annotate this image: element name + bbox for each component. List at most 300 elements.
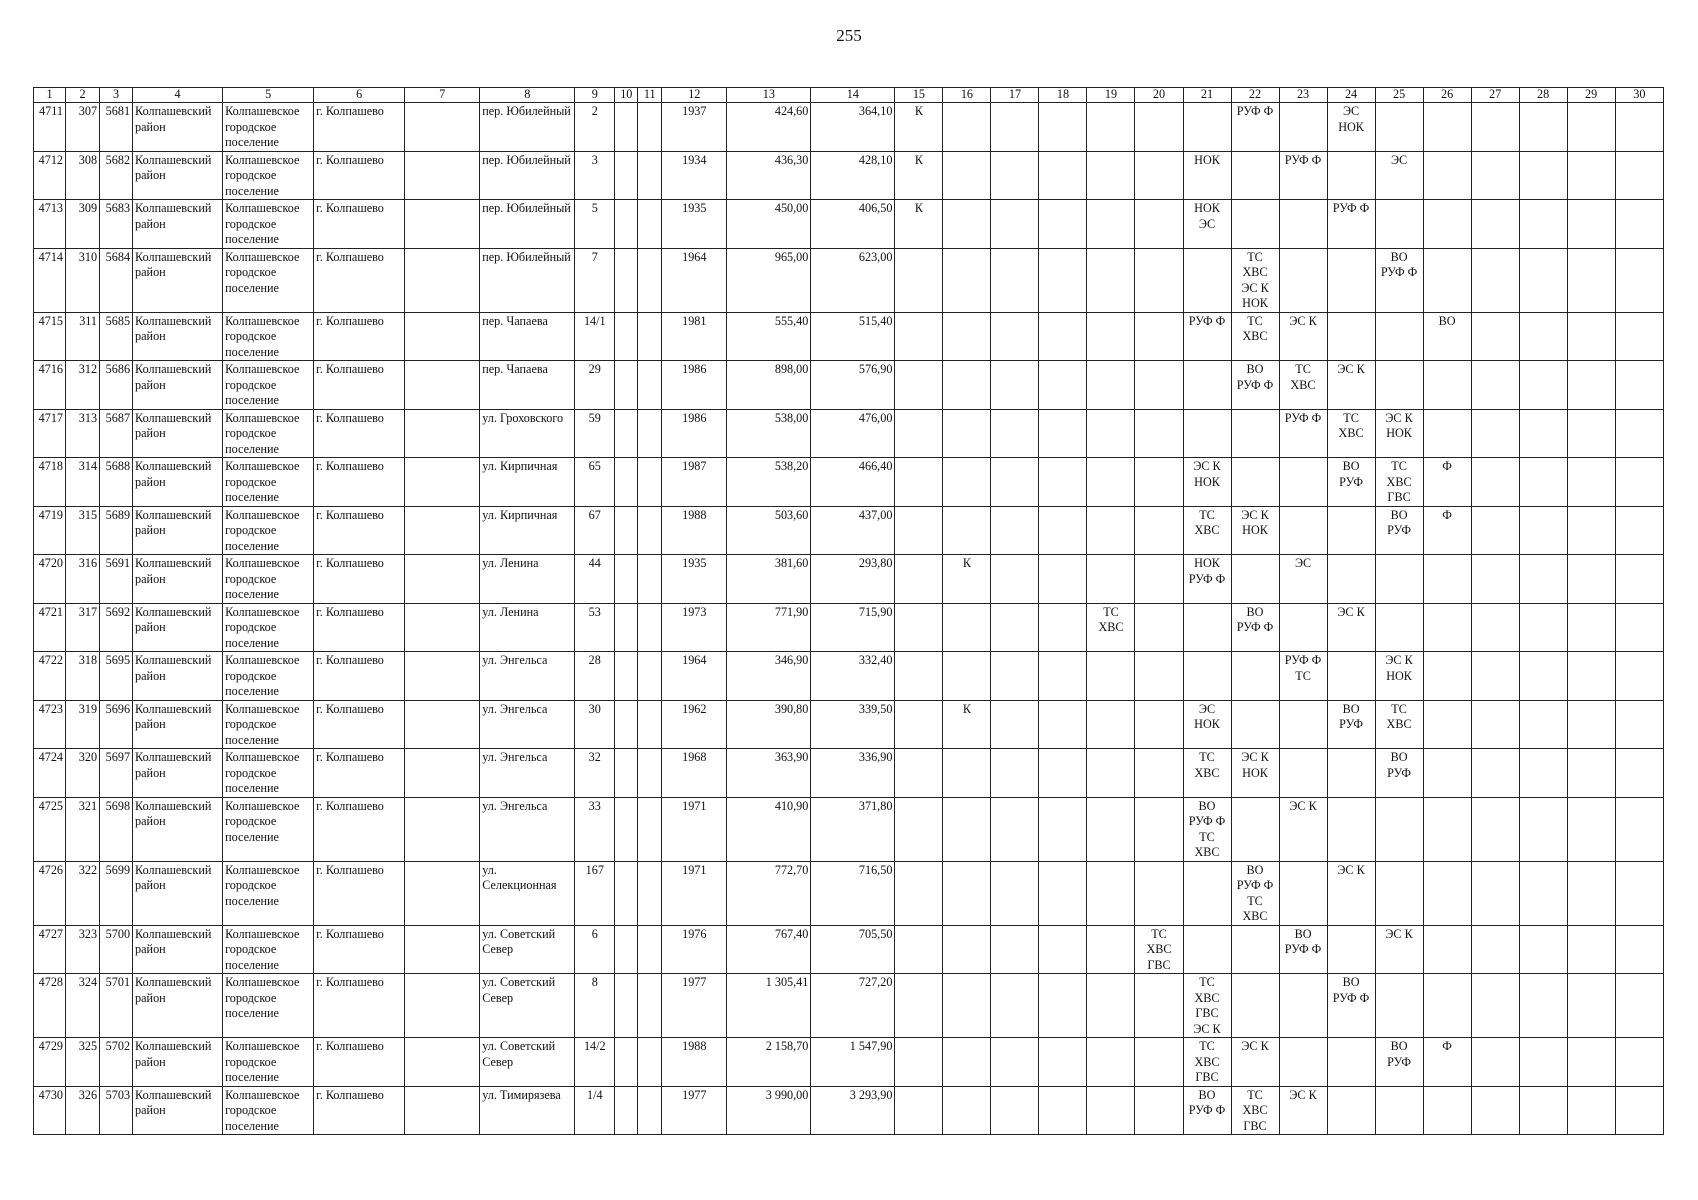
cell-col-9: 29: [575, 361, 615, 410]
cell-col-17: [991, 700, 1039, 749]
cell-col-10: [615, 1086, 638, 1135]
cell-col-20: [1135, 458, 1183, 507]
cell-col-24: ВО РУФ: [1327, 458, 1375, 507]
cell-col-23: РУФ Ф: [1279, 151, 1327, 200]
cell-col-25: [1375, 797, 1423, 861]
cell-col-30: [1615, 797, 1663, 861]
cell-col-16: [943, 312, 991, 361]
cell-col-29: [1567, 506, 1615, 555]
cell-col-22: ЭС К НОК: [1231, 749, 1279, 798]
cell-col-25: ВО РУФ: [1375, 506, 1423, 555]
cell-col-17: [991, 361, 1039, 410]
cell-col-20: [1135, 652, 1183, 701]
cell-col-7: [405, 925, 480, 974]
cell-col-1: 4720: [34, 555, 66, 604]
cell-col-8: пер. Чапаева: [480, 312, 575, 361]
cell-col-9: 65: [575, 458, 615, 507]
cell-col-21: ЭС НОК: [1183, 700, 1231, 749]
cell-col-12: 1977: [662, 974, 727, 1038]
cell-col-2: 323: [66, 925, 100, 974]
cell-col-17: [991, 506, 1039, 555]
column-header-12: 12: [662, 88, 727, 103]
cell-col-19: [1087, 974, 1135, 1038]
cell-col-23: [1279, 1038, 1327, 1087]
cell-col-12: 1962: [662, 700, 727, 749]
cell-col-14: 437,00: [811, 506, 895, 555]
cell-col-19: [1087, 700, 1135, 749]
cell-col-9: 2: [575, 103, 615, 152]
cell-col-18: [1039, 458, 1087, 507]
cell-col-4: Колпашевский район: [133, 861, 223, 925]
cell-col-25: [1375, 1086, 1423, 1135]
cell-col-7: [405, 1086, 480, 1135]
cell-col-1: 4718: [34, 458, 66, 507]
cell-col-11: [638, 603, 662, 652]
cell-col-23: [1279, 458, 1327, 507]
cell-col-25: [1375, 312, 1423, 361]
cell-col-10: [615, 458, 638, 507]
cell-col-24: РУФ Ф: [1327, 200, 1375, 249]
cell-col-27: [1471, 974, 1519, 1038]
cell-col-28: [1519, 200, 1567, 249]
cell-col-29: [1567, 103, 1615, 152]
cell-col-5: Колпашевское городское поселение: [223, 749, 314, 798]
cell-col-19: [1087, 749, 1135, 798]
cell-col-28: [1519, 797, 1567, 861]
cell-col-8: ул. Советский Север: [480, 925, 575, 974]
cell-col-4: Колпашевский район: [133, 506, 223, 555]
cell-col-3: 5698: [100, 797, 133, 861]
cell-col-14: 336,90: [811, 749, 895, 798]
cell-col-11: [638, 506, 662, 555]
cell-col-2: 326: [66, 1086, 100, 1135]
cell-col-16: [943, 749, 991, 798]
cell-col-3: 5688: [100, 458, 133, 507]
cell-col-7: [405, 361, 480, 410]
cell-col-16: [943, 1086, 991, 1135]
table-row: [34, 797, 1664, 861]
cell-col-12: 1971: [662, 797, 727, 861]
table-row: [34, 861, 1664, 925]
cell-col-1: 4730: [34, 1086, 66, 1135]
cell-col-7: [405, 749, 480, 798]
cell-col-5: Колпашевское городское поселение: [223, 200, 314, 249]
cell-col-15: [895, 603, 943, 652]
cell-col-23: [1279, 248, 1327, 312]
cell-col-18: [1039, 974, 1087, 1038]
cell-col-12: 1981: [662, 312, 727, 361]
cell-col-29: [1567, 700, 1615, 749]
cell-col-22: ТС ХВС: [1231, 312, 1279, 361]
cell-col-17: [991, 749, 1039, 798]
column-header-27: 27: [1471, 88, 1519, 103]
cell-col-2: 324: [66, 974, 100, 1038]
cell-col-12: 1988: [662, 1038, 727, 1087]
cell-col-28: [1519, 555, 1567, 604]
table-row: [34, 409, 1664, 458]
cell-col-7: [405, 700, 480, 749]
cell-col-11: [638, 925, 662, 974]
cell-col-2: 322: [66, 861, 100, 925]
cell-col-4: Колпашевский район: [133, 361, 223, 410]
cell-col-1: 4726: [34, 861, 66, 925]
column-header-18: 18: [1039, 88, 1087, 103]
cell-col-22: ТС ХВС ГВС: [1231, 1086, 1279, 1135]
cell-col-29: [1567, 458, 1615, 507]
cell-col-19: [1087, 103, 1135, 152]
cell-col-25: ТС ХВС ГВС: [1375, 458, 1423, 507]
cell-col-11: [638, 200, 662, 249]
cell-col-25: ВО РУФ Ф: [1375, 248, 1423, 312]
cell-col-7: [405, 409, 480, 458]
cell-col-14: 406,50: [811, 200, 895, 249]
cell-col-10: [615, 248, 638, 312]
cell-col-26: [1423, 361, 1471, 410]
cell-col-29: [1567, 200, 1615, 249]
cell-col-24: [1327, 312, 1375, 361]
cell-col-5: Колпашевское городское поселение: [223, 103, 314, 152]
cell-col-11: [638, 248, 662, 312]
cell-col-5: Колпашевское городское поселение: [223, 925, 314, 974]
cell-col-6: г. Колпашево: [314, 652, 405, 701]
cell-col-17: [991, 151, 1039, 200]
cell-col-26: [1423, 797, 1471, 861]
cell-col-5: Колпашевское городское поселение: [223, 1038, 314, 1087]
cell-col-1: 4722: [34, 652, 66, 701]
cell-col-12: 1934: [662, 151, 727, 200]
cell-col-28: [1519, 749, 1567, 798]
cell-col-4: Колпашевский район: [133, 409, 223, 458]
cell-col-5: Колпашевское городское поселение: [223, 458, 314, 507]
cell-col-17: [991, 861, 1039, 925]
column-header-16: 16: [943, 88, 991, 103]
cell-col-16: [943, 603, 991, 652]
cell-col-7: [405, 151, 480, 200]
cell-col-19: [1087, 555, 1135, 604]
cell-col-25: [1375, 361, 1423, 410]
cell-col-8: ул. Кирпичная: [480, 506, 575, 555]
cell-col-3: 5701: [100, 974, 133, 1038]
cell-col-18: [1039, 603, 1087, 652]
cell-col-14: 364,10: [811, 103, 895, 152]
cell-col-30: [1615, 749, 1663, 798]
cell-col-18: [1039, 555, 1087, 604]
table-row: [34, 361, 1664, 410]
cell-col-6: г. Колпашево: [314, 248, 405, 312]
cell-col-22: [1231, 200, 1279, 249]
cell-col-28: [1519, 248, 1567, 312]
cell-col-20: ТС ХВС ГВС: [1135, 925, 1183, 974]
cell-col-2: 310: [66, 248, 100, 312]
cell-col-20: [1135, 361, 1183, 410]
cell-col-15: [895, 312, 943, 361]
cell-col-18: [1039, 652, 1087, 701]
cell-col-24: [1327, 749, 1375, 798]
cell-col-6: г. Колпашево: [314, 103, 405, 152]
table-row: [34, 749, 1664, 798]
cell-col-2: 321: [66, 797, 100, 861]
cell-col-21: [1183, 652, 1231, 701]
cell-col-11: [638, 103, 662, 152]
cell-col-24: [1327, 797, 1375, 861]
cell-col-4: Колпашевский район: [133, 925, 223, 974]
cell-col-19: [1087, 151, 1135, 200]
cell-col-5: Колпашевское городское поселение: [223, 312, 314, 361]
cell-col-11: [638, 652, 662, 701]
cell-col-12: 1976: [662, 925, 727, 974]
cell-col-21: НОК ЭС: [1183, 200, 1231, 249]
cell-col-25: ЭС К НОК: [1375, 652, 1423, 701]
cell-col-12: 1973: [662, 603, 727, 652]
table-row: [34, 506, 1664, 555]
housing-register-table: [33, 87, 1664, 1135]
cell-col-15: [895, 974, 943, 1038]
cell-col-10: [615, 797, 638, 861]
cell-col-30: [1615, 409, 1663, 458]
cell-col-30: [1615, 925, 1663, 974]
cell-col-14: 339,50: [811, 700, 895, 749]
cell-col-2: 314: [66, 458, 100, 507]
cell-col-14: 428,10: [811, 151, 895, 200]
column-header-30: 30: [1615, 88, 1663, 103]
cell-col-8: ул. Тимирязева: [480, 1086, 575, 1135]
cell-col-27: [1471, 151, 1519, 200]
cell-col-13: 3 990,00: [727, 1086, 811, 1135]
cell-col-25: [1375, 103, 1423, 152]
cell-col-14: 1 547,90: [811, 1038, 895, 1087]
cell-col-8: пер. Юбилейный: [480, 248, 575, 312]
cell-col-10: [615, 151, 638, 200]
cell-col-29: [1567, 749, 1615, 798]
cell-col-4: Колпашевский район: [133, 103, 223, 152]
cell-col-9: 6: [575, 925, 615, 974]
cell-col-25: [1375, 200, 1423, 249]
cell-col-12: 1935: [662, 200, 727, 249]
cell-col-1: 4728: [34, 974, 66, 1038]
table-row: [34, 925, 1664, 974]
cell-col-3: 5684: [100, 248, 133, 312]
cell-col-9: 30: [575, 700, 615, 749]
cell-col-21: [1183, 409, 1231, 458]
cell-col-13: 363,90: [727, 749, 811, 798]
cell-col-27: [1471, 1086, 1519, 1135]
cell-col-8: ул. Советский Север: [480, 974, 575, 1038]
cell-col-16: [943, 925, 991, 974]
cell-col-26: Ф: [1423, 458, 1471, 507]
cell-col-10: [615, 652, 638, 701]
cell-col-3: 5683: [100, 200, 133, 249]
cell-col-15: К: [895, 151, 943, 200]
cell-col-24: ТС ХВС: [1327, 409, 1375, 458]
cell-col-6: г. Колпашево: [314, 700, 405, 749]
cell-col-17: [991, 974, 1039, 1038]
cell-col-25: ВО РУФ: [1375, 749, 1423, 798]
cell-col-7: [405, 797, 480, 861]
cell-col-10: [615, 103, 638, 152]
cell-col-4: Колпашевский район: [133, 248, 223, 312]
cell-col-20: [1135, 151, 1183, 200]
cell-col-28: [1519, 603, 1567, 652]
cell-col-27: [1471, 555, 1519, 604]
cell-col-10: [615, 1038, 638, 1087]
cell-col-6: г. Колпашево: [314, 361, 405, 410]
cell-col-30: [1615, 652, 1663, 701]
cell-col-29: [1567, 861, 1615, 925]
cell-col-24: [1327, 1086, 1375, 1135]
cell-col-12: 1986: [662, 361, 727, 410]
cell-col-27: [1471, 409, 1519, 458]
cell-col-29: [1567, 1038, 1615, 1087]
cell-col-3: 5703: [100, 1086, 133, 1135]
cell-col-15: [895, 652, 943, 701]
cell-col-1: 4719: [34, 506, 66, 555]
cell-col-17: [991, 603, 1039, 652]
cell-col-22: [1231, 555, 1279, 604]
cell-col-20: [1135, 555, 1183, 604]
table-row: [34, 974, 1664, 1038]
cell-col-30: [1615, 1086, 1663, 1135]
cell-col-7: [405, 555, 480, 604]
cell-col-23: РУФ Ф ТС: [1279, 652, 1327, 701]
cell-col-9: 32: [575, 749, 615, 798]
cell-col-19: ТС ХВС: [1087, 603, 1135, 652]
cell-col-13: 555,40: [727, 312, 811, 361]
cell-col-19: [1087, 652, 1135, 701]
cell-col-1: 4716: [34, 361, 66, 410]
cell-col-11: [638, 749, 662, 798]
cell-col-23: ВО РУФ Ф: [1279, 925, 1327, 974]
cell-col-15: [895, 409, 943, 458]
cell-col-24: [1327, 925, 1375, 974]
cell-col-30: [1615, 700, 1663, 749]
cell-col-19: [1087, 458, 1135, 507]
cell-col-16: К: [943, 700, 991, 749]
cell-col-20: [1135, 861, 1183, 925]
cell-col-22: ВО РУФ Ф: [1231, 603, 1279, 652]
column-number-header: [34, 88, 1664, 103]
column-header-21: 21: [1183, 88, 1231, 103]
cell-col-6: г. Колпашево: [314, 749, 405, 798]
cell-col-3: 5685: [100, 312, 133, 361]
cell-col-29: [1567, 555, 1615, 604]
cell-col-23: [1279, 749, 1327, 798]
cell-col-15: [895, 555, 943, 604]
cell-col-13: 410,90: [727, 797, 811, 861]
cell-col-22: [1231, 925, 1279, 974]
cell-col-29: [1567, 409, 1615, 458]
cell-col-6: г. Колпашево: [314, 200, 405, 249]
cell-col-18: [1039, 409, 1087, 458]
cell-col-22: [1231, 652, 1279, 701]
cell-col-14: 466,40: [811, 458, 895, 507]
cell-col-4: Колпашевский район: [133, 603, 223, 652]
cell-col-1: 4729: [34, 1038, 66, 1087]
cell-col-22: ТС ХВС ЭС К НОК: [1231, 248, 1279, 312]
cell-col-17: [991, 312, 1039, 361]
cell-col-30: [1615, 361, 1663, 410]
cell-col-21: [1183, 861, 1231, 925]
cell-col-15: К: [895, 103, 943, 152]
cell-col-15: [895, 1038, 943, 1087]
cell-col-9: 1/4: [575, 1086, 615, 1135]
cell-col-3: 5695: [100, 652, 133, 701]
cell-col-15: [895, 797, 943, 861]
cell-col-26: [1423, 749, 1471, 798]
cell-col-14: 476,00: [811, 409, 895, 458]
cell-col-9: 67: [575, 506, 615, 555]
cell-col-20: [1135, 506, 1183, 555]
cell-col-15: [895, 248, 943, 312]
cell-col-11: [638, 361, 662, 410]
cell-col-19: [1087, 506, 1135, 555]
column-header-6: 6: [314, 88, 405, 103]
cell-col-7: [405, 974, 480, 1038]
cell-col-20: [1135, 409, 1183, 458]
cell-col-21: [1183, 603, 1231, 652]
cell-col-30: [1615, 1038, 1663, 1087]
cell-col-3: 5696: [100, 700, 133, 749]
cell-col-12: 1935: [662, 555, 727, 604]
cell-col-21: [1183, 103, 1231, 152]
cell-col-5: Колпашевское городское поселение: [223, 652, 314, 701]
cell-col-26: [1423, 925, 1471, 974]
cell-col-26: [1423, 151, 1471, 200]
cell-col-12: 1964: [662, 248, 727, 312]
cell-col-18: [1039, 361, 1087, 410]
cell-col-5: Колпашевское городское поселение: [223, 151, 314, 200]
cell-col-21: [1183, 361, 1231, 410]
cell-col-6: г. Колпашево: [314, 797, 405, 861]
cell-col-10: [615, 409, 638, 458]
table-row: [34, 603, 1664, 652]
cell-col-28: [1519, 700, 1567, 749]
cell-col-21: ТС ХВС ГВС: [1183, 1038, 1231, 1087]
cell-col-27: [1471, 1038, 1519, 1087]
cell-col-26: [1423, 974, 1471, 1038]
cell-col-18: [1039, 248, 1087, 312]
cell-col-5: Колпашевское городское поселение: [223, 555, 314, 604]
cell-col-13: 390,80: [727, 700, 811, 749]
cell-col-18: [1039, 700, 1087, 749]
cell-col-1: 4721: [34, 603, 66, 652]
cell-col-25: [1375, 974, 1423, 1038]
cell-col-1: 4717: [34, 409, 66, 458]
cell-col-27: [1471, 861, 1519, 925]
table-row: [34, 700, 1664, 749]
cell-col-22: ВО РУФ Ф ТС ХВС: [1231, 861, 1279, 925]
cell-col-30: [1615, 861, 1663, 925]
cell-col-6: г. Колпашево: [314, 974, 405, 1038]
table-row: [34, 200, 1664, 249]
cell-col-28: [1519, 652, 1567, 701]
cell-col-17: [991, 248, 1039, 312]
cell-col-8: пер. Чапаева: [480, 361, 575, 410]
cell-col-25: ЭС К НОК: [1375, 409, 1423, 458]
cell-col-24: ЭС К: [1327, 861, 1375, 925]
cell-col-29: [1567, 312, 1615, 361]
cell-col-24: [1327, 248, 1375, 312]
cell-col-3: 5689: [100, 506, 133, 555]
cell-col-18: [1039, 151, 1087, 200]
cell-col-8: ул. Энгельса: [480, 652, 575, 701]
cell-col-30: [1615, 151, 1663, 200]
cell-col-27: [1471, 749, 1519, 798]
table-row: [34, 652, 1664, 701]
cell-col-15: [895, 700, 943, 749]
cell-col-19: [1087, 1038, 1135, 1087]
cell-col-5: Колпашевское городское поселение: [223, 248, 314, 312]
cell-col-11: [638, 312, 662, 361]
